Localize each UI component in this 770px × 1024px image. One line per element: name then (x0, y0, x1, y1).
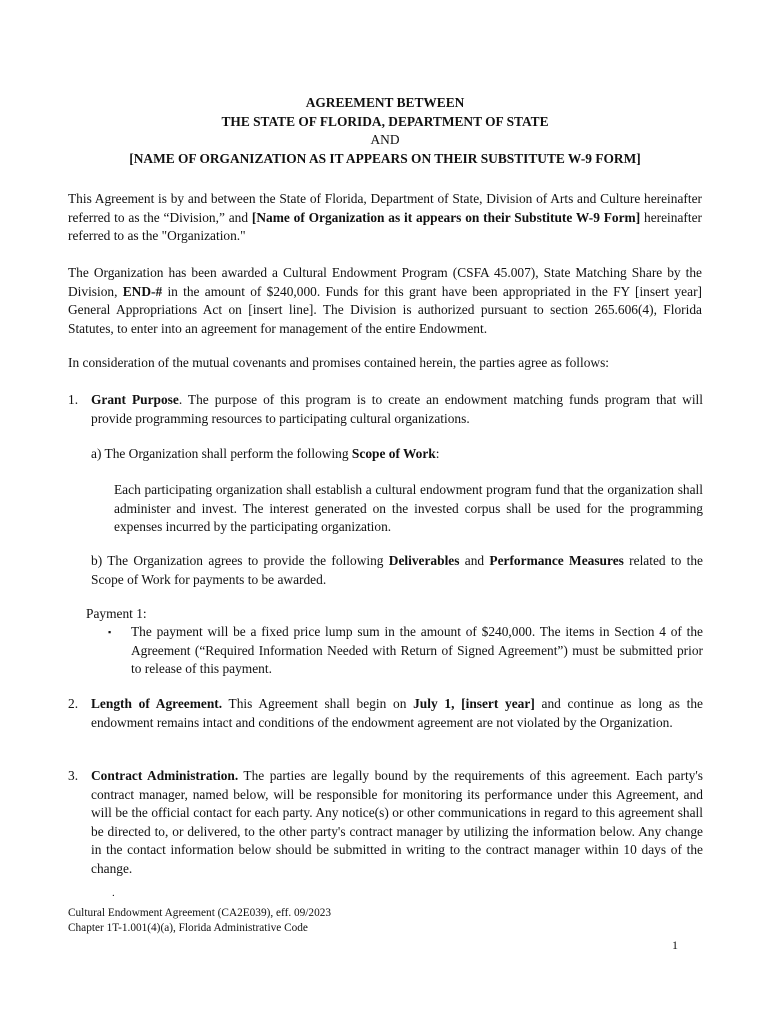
section-1b-label: b) The Organization agrees to provide the following (91, 553, 389, 568)
intro-p1-end: hereinafter referred to as the "Organization." (68, 209, 702, 243)
section-1a-end: : (435, 446, 440, 461)
section-3-text: The parties are legally bound by the requirements of this agreement. Each party's contract manager, named below, will be responsible for monitoring its performance under this Agreement, and will be the official contact for each party. Any notice(s) or other communications in regard to this agreement shall be directed to, or delivered, to the other party's contract manager by utilizing the information below. Any change in the contact information below should be submitted in writing to the contract manager within 10 days of the change. (91, 768, 703, 876)
section-1b-performance-heading: Performance Measures (489, 553, 624, 568)
intro-p2-text-b: in the amount of $240,000. Funds for this grant have been appropriated in the FY [insert year] General Appropriations Act on [insert line]. The Division is authorized pursuant to section 265.606(4), Florida Statutes, to enter into an agreement for management of the entire Endowment. (68, 283, 702, 336)
section-1b-mid: and (459, 553, 490, 568)
section-1-text: . The purpose of this program is to create an endowment matching funds program that will provide programming resources to participating cultural organizations. (91, 392, 703, 426)
section-2-text-b: and continue as long as the endowment remains intact and conditions of the endowment agreement are not violated by the Organization. (91, 696, 703, 730)
section-1b-deliverables (91, 552, 703, 589)
title-line-2: THE STATE OF FLORIDA, DEPARTMENT OF STATE (221, 113, 549, 129)
section-1-heading: Grant Purpose (91, 392, 179, 407)
section-1a-scope-heading: Scope of Work (351, 446, 436, 461)
intro-p2-text-a: The Organization has been awarded a Cultural Endowment Program (CSFA 45.007), State Matching Share by the Division, (68, 265, 702, 299)
section-1b-deliverables-heading: Deliverables (388, 553, 460, 568)
section-1a-scope-intro (91, 445, 703, 464)
page-footer (68, 906, 331, 936)
stray-dot: . (112, 887, 115, 899)
footer-line-2: Chapter 1T-1.001(4)(a), Florida Administrative Code (68, 922, 308, 934)
section-1-number: 1. (68, 392, 79, 407)
intro-p1-text: This Agreement is by and between the State of Florida, Department of State, Division of Arts and Culture hereinafter referred to as the “Division,” and (68, 191, 702, 225)
section-3-number: 3. (68, 768, 79, 783)
section-1b-end: related to the Scope of Work for payments to be awarded. (91, 553, 703, 587)
section-1a-label: a) The Organization shall perform the following (91, 446, 352, 461)
square-bullet-icon: ▪ (108, 627, 112, 637)
section-2-length-of-agreement (91, 695, 703, 732)
payment-1-label: Payment 1: (86, 606, 147, 621)
title-line-3: AND (370, 132, 400, 147)
section-2-heading: Length of Agreement. (91, 696, 223, 711)
intro-p1-org-name: [Name of Organization as it appears on their Substitute W-9 Form] (251, 209, 641, 225)
section-3-contract-administration (91, 767, 703, 878)
section-3-heading: Contract Administration. (91, 768, 239, 783)
agreement-title (60, 94, 710, 168)
scope-of-work-text: Each participating organization shall establish a cultural endowment program fund that the organization shall administer and invest. The interest generated on the invested corpus shall be used for the programming expenses incurred by the participating organization. (114, 482, 703, 534)
section-2-start-date: July 1, [insert year] (413, 696, 535, 711)
payment-1-text: The payment will be a fixed price lump sum in the amount of $240,000. The items in Section 4 of the Agreement (“Required Information Needed with Return of Signed Agreement”) must be submitted prior to release of this payment. (131, 624, 703, 676)
footer-line-1: Cultural Endowment Agreement (CA2E039), eff. 09/2023 (68, 907, 332, 919)
section-2-number: 2. (68, 696, 79, 711)
section-2-text-a: This Agreement shall begin on (222, 696, 414, 711)
intro-paragraph-2 (68, 264, 702, 338)
intro-p2-end-number: END-# (122, 283, 163, 299)
title-line-1: AGREEMENT BETWEEN (305, 95, 465, 110)
intro-paragraph-1 (68, 190, 702, 246)
page-number: 1 (672, 938, 678, 952)
title-line-4: [NAME OF ORGANIZATION AS IT APPEARS ON THEIR SUBSTITUTE W-9 FORM] (129, 150, 641, 166)
section-1-grant-purpose (91, 391, 703, 428)
intro-paragraph-3: In consideration of the mutual covenants and promises contained herein, the parties agree as follows: (68, 355, 610, 370)
